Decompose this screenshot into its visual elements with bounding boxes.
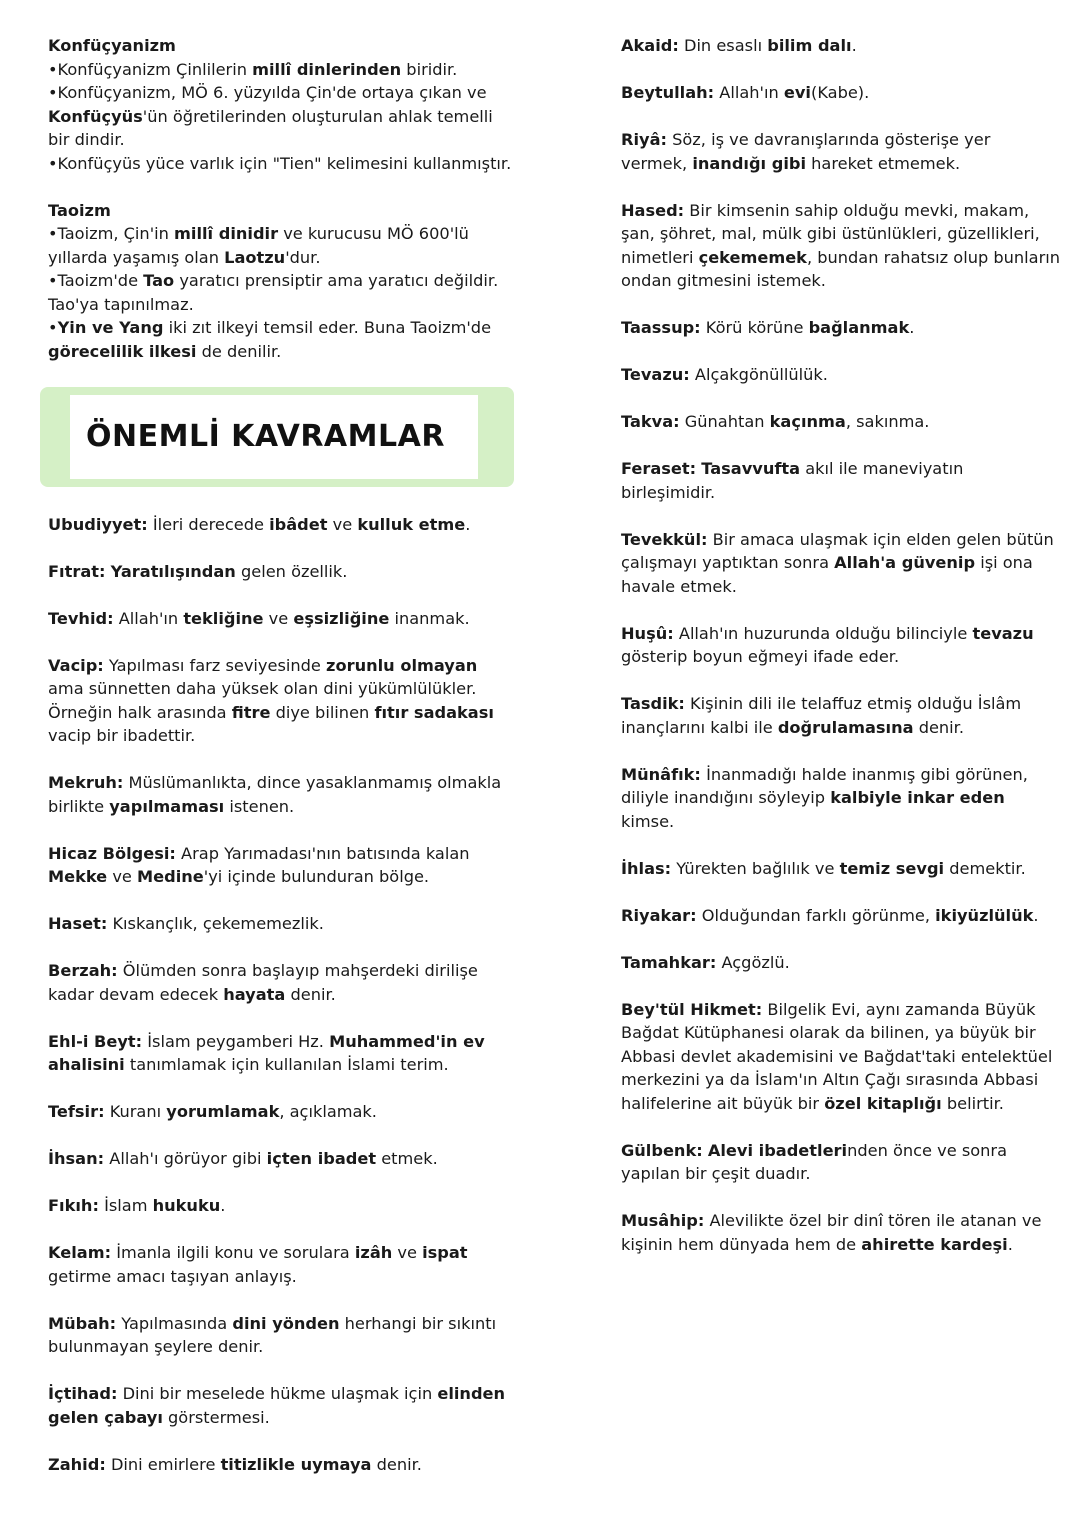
text: İleri derecede xyxy=(147,514,270,534)
term-berzah xyxy=(48,959,518,1006)
paragraph xyxy=(48,1147,518,1171)
bold-text: tekliğine xyxy=(183,608,264,628)
term-riyakar xyxy=(621,904,1061,928)
bold-text: Medine xyxy=(137,867,204,886)
text: görstermesi. xyxy=(162,1407,270,1427)
bold-text: Alevi ibadetleri xyxy=(707,1140,848,1160)
text: Kişinin dili ile telaffuz etmiş olduğu İslâm inançlarını kalbi ile xyxy=(621,694,1022,737)
text: gösterip boyun eğmeyi ifade eder. xyxy=(621,647,900,666)
text: biridir. xyxy=(401,59,458,79)
text: 'yi içinde bulunduran bölge. xyxy=(203,867,430,886)
term-tevhid xyxy=(48,607,518,631)
term-kelam xyxy=(48,1241,518,1288)
bold-text: zorunlu olmayan xyxy=(326,655,478,675)
text: denir. xyxy=(371,1454,422,1474)
text: ve xyxy=(327,514,358,534)
term-label: Ehl-i Beyt: xyxy=(48,1031,143,1051)
paragraph xyxy=(621,410,1061,434)
paragraph xyxy=(48,771,518,818)
text: 'dur. xyxy=(285,247,321,267)
bold-text: görecelilik ilkesi xyxy=(48,341,197,361)
bold-text: eşsizliğine xyxy=(293,608,390,628)
term-label: Tasdik: xyxy=(621,694,685,713)
text: nden önce ve sonra yapılan bir çeşit duadır. xyxy=(621,1140,1008,1183)
paragraph xyxy=(48,607,518,631)
text: , bundan rahatsız olup bunların ondan gitmesini istemek. xyxy=(621,247,1061,290)
term-fikih xyxy=(48,1194,518,1218)
paragraph xyxy=(621,763,1061,834)
paragraph xyxy=(48,912,518,936)
term-label: Fıtrat: xyxy=(48,561,106,581)
term-label: Mekruh: xyxy=(48,773,124,792)
term-ictihad xyxy=(48,1382,518,1429)
text: getirme amacı taşıyan anlayış. xyxy=(48,1266,297,1286)
term-tevazu xyxy=(621,363,1061,387)
text: (Kabe). xyxy=(811,83,870,102)
bold-text: Konfüçyüs xyxy=(48,106,143,126)
term-musahip xyxy=(621,1209,1061,1256)
paragraph xyxy=(621,363,1061,387)
bold-text: bilim dalı xyxy=(767,36,852,55)
text: tanımlamak için kullanılan İslami terim. xyxy=(124,1055,449,1074)
term-taassup xyxy=(621,316,1061,340)
term-gulbenk xyxy=(621,1139,1061,1186)
text: . xyxy=(220,1196,226,1215)
bold-text: ibâdet xyxy=(269,514,328,534)
text: yaratıcı prensiptir ama yaratıcı değildir. Tao'ya tapınılmaz. xyxy=(48,271,499,314)
text: diye bilinen xyxy=(270,702,375,722)
term-label: Kelam: xyxy=(48,1243,112,1262)
bold-text: içten ibadet xyxy=(266,1149,377,1168)
term-tevekkul xyxy=(621,528,1061,599)
text: Allah'ın xyxy=(714,83,784,102)
bold-text: kalbiyle inkar eden xyxy=(830,788,1005,807)
bold-text: Tasavvufta xyxy=(701,459,801,478)
paragraph xyxy=(621,998,1061,1116)
term-label: Haset: xyxy=(48,914,108,933)
paragraph xyxy=(48,1030,518,1077)
term-label: Feraset: xyxy=(621,459,697,478)
text: vacip bir ibadettir. xyxy=(48,726,196,745)
text: demektir. xyxy=(944,858,1026,878)
term-label: Münâfık: xyxy=(621,764,701,784)
term-label: Gülbenk: xyxy=(621,1140,703,1160)
bold-text: özel kitaplığı xyxy=(824,1093,942,1113)
text: Bir amaca ulaşmak için elden gelen bütün çalışmayı yaptıktan sonra xyxy=(621,529,1054,572)
bold-text: kaçınma xyxy=(769,412,846,431)
bold-text: Muhammed'in ev ahalisini xyxy=(48,1031,485,1074)
term-husu xyxy=(621,622,1061,669)
term-tefsir xyxy=(48,1100,518,1124)
text: ve kurucusu MÖ 600'lü yıllarda yaşamış olan xyxy=(48,224,469,267)
term-label: Riyakar: xyxy=(621,905,697,925)
paragraph xyxy=(48,1194,518,1218)
bold-text: Laotzu xyxy=(224,247,286,267)
term-tamahkar xyxy=(621,951,1061,975)
term-label: Vacip: xyxy=(48,655,104,675)
text: denir. xyxy=(285,984,336,1004)
text: Allah'ın xyxy=(113,608,184,628)
term-label: Tevekkül: xyxy=(621,529,708,549)
text: •Konfüçyanizm, MÖ 6. yüzyılda Çin'de ortaya çıkan ve xyxy=(48,83,487,102)
bold-text: ahirette kardeşi xyxy=(861,1234,1008,1254)
term-beytullah xyxy=(621,81,1061,105)
paragraph xyxy=(621,1209,1061,1256)
term-zahid xyxy=(48,1453,518,1477)
text: Arap Yarımadası'nın batısında kalan xyxy=(175,843,470,863)
paragraph xyxy=(621,81,1061,105)
term-vacip xyxy=(48,654,518,748)
paragraph xyxy=(48,654,518,748)
text: denir. xyxy=(913,717,964,737)
paragraph xyxy=(48,1312,518,1359)
text: Körü körüne xyxy=(700,318,809,337)
bold-text: kulluk etme xyxy=(357,514,466,534)
paragraph xyxy=(48,959,518,1006)
term-label: Tevazu: xyxy=(621,365,690,384)
term-hicaz xyxy=(48,842,518,889)
term-label: İçtihad: xyxy=(48,1384,118,1403)
bold-text: yorumlamak xyxy=(166,1102,280,1121)
term-label: Tevhid: xyxy=(48,608,114,628)
bold-text: Mekke xyxy=(48,867,108,886)
term-label: İhlas: xyxy=(621,858,672,878)
text: 'ün öğretilerinden oluşturulan ahlak temelli bir dindir. xyxy=(48,106,493,149)
term-mekruh xyxy=(48,771,518,818)
bold-text: millî dinlerinden xyxy=(252,59,402,79)
bold-text: izâh xyxy=(354,1243,393,1262)
term-label: Bey'tül Hikmet: xyxy=(621,999,763,1019)
term-label: Tamahkar: xyxy=(621,952,717,972)
paragraph xyxy=(621,622,1061,669)
bold-text: millî dinidir xyxy=(174,224,279,243)
bold-text: yapılmaması xyxy=(109,796,225,816)
paragraph xyxy=(48,513,518,537)
text: hareket etmemek. xyxy=(806,153,961,173)
bold-text: fıtır sadakası xyxy=(374,702,494,722)
paragraph xyxy=(48,1241,518,1288)
paragraph xyxy=(621,457,1061,504)
bold-text: Allah'a güvenip xyxy=(834,553,976,572)
bold-text: hayata xyxy=(223,984,286,1004)
paragraph xyxy=(48,316,518,363)
term-label: Hased: xyxy=(621,200,685,220)
term-tasdik xyxy=(621,692,1061,739)
term-label: Riyâ: xyxy=(621,130,667,149)
paragraph xyxy=(621,951,1061,975)
paragraph xyxy=(621,199,1061,293)
bold-text: bağlanmak xyxy=(808,318,910,337)
section-konfucyanizm xyxy=(48,34,518,175)
text: Dini emirlere xyxy=(105,1454,221,1474)
text: ve xyxy=(263,608,294,628)
term-label: Akaid: xyxy=(621,36,679,55)
text: Bilgelik Evi, aynı zamanda Büyük Bağdat Kütüphanesi olarak da bilinen, ya büyük bir Abbasi devlet akademisini ve Bağdat'taki entelektüel merkezini ya da İslam'ın Altın Çağı sırasında Abbasi halifelerine ait büyük bir xyxy=(621,999,1053,1113)
bold-text: temiz sevgi xyxy=(839,858,945,878)
text: . xyxy=(1033,905,1039,925)
text: Söz, iş ve davranışlarında gösterişe yer vermek, xyxy=(621,130,991,173)
text: •Taoizm, Çin'in xyxy=(48,224,175,243)
term-fitrat xyxy=(48,560,518,584)
banner-box xyxy=(70,395,478,479)
paragraph xyxy=(48,222,518,269)
section-title: Taoizm xyxy=(48,200,111,220)
text: Din esaslı xyxy=(678,36,768,55)
bold-text: inandığı gibi xyxy=(692,153,807,173)
term-label: İhsan: xyxy=(48,1149,105,1168)
term-munafik xyxy=(621,763,1061,834)
term-ehlibeyt xyxy=(48,1030,518,1077)
text: •Konfüçyanizm Çinlilerin xyxy=(48,59,253,79)
text: istenen. xyxy=(224,796,295,816)
paragraph xyxy=(621,34,1061,58)
text: Kuranı xyxy=(104,1102,167,1121)
bold-text: Yaratılışından xyxy=(110,561,236,581)
bold-text: ikiyüzlülük xyxy=(935,905,1034,925)
text: akıl ile maneviyatın birleşimidir. xyxy=(621,459,964,502)
text: İmanla ilgili konu ve sorulara xyxy=(111,1243,355,1262)
term-label: Berzah: xyxy=(48,961,118,980)
left-column xyxy=(48,34,518,1500)
text: Alçakgönüllülük. xyxy=(689,365,828,384)
term-ihsan xyxy=(48,1147,518,1171)
banner xyxy=(40,387,514,487)
term-ihlas xyxy=(621,857,1061,881)
term-label: Taassup: xyxy=(621,318,701,337)
section-title: Konfüçyanizm xyxy=(48,36,176,55)
paragraph xyxy=(621,1139,1061,1186)
term-label: Huşû: xyxy=(621,623,674,643)
bold-text: evi xyxy=(783,83,811,102)
text: İnanmadığı halde inanmış gibi görünen, diliyle inandığını söyleyip xyxy=(621,764,1028,807)
text: Ölümden sonra başlayıp mahşerdeki dirilişe kadar devam edecek xyxy=(48,961,478,1004)
paragraph xyxy=(621,692,1061,739)
paragraph xyxy=(621,128,1061,175)
term-label: Fıkıh: xyxy=(48,1196,99,1215)
text: de denilir. xyxy=(196,341,282,361)
text: ve xyxy=(107,867,138,886)
text: etmek. xyxy=(376,1149,438,1168)
text: Açgözlü. xyxy=(716,952,790,972)
term-hased xyxy=(621,199,1061,293)
term-label: Zahid: xyxy=(48,1454,106,1474)
term-label: Takva: xyxy=(621,412,680,431)
paragraph xyxy=(48,560,518,584)
text: iki zıt ilkeyi temsil eder. Buna Taoizm'de xyxy=(163,318,492,337)
text: herhangi bir sıkıntı bulunmayan şeylere denir. xyxy=(48,1313,497,1356)
term-riya xyxy=(621,128,1061,175)
text: Yürekten bağlılık ve xyxy=(671,858,840,878)
text: Yapılması farz seviyesinde xyxy=(103,655,327,675)
text: ama sünnetten daha yüksek olan dini yükümlülükler. Örneğin halk arasında xyxy=(48,679,477,722)
paragraph xyxy=(48,1382,518,1429)
paragraph xyxy=(621,528,1061,599)
text: Allah'ı görüyor gibi xyxy=(104,1149,267,1168)
text: Allah'ın huzurunda olduğu bilinciyle xyxy=(673,623,973,643)
section-taoizm xyxy=(48,199,518,364)
text: Dini bir meselede hükme ulaşmak için xyxy=(117,1384,438,1403)
text: . xyxy=(1007,1234,1013,1254)
term-label: Hicaz Bölgesi: xyxy=(48,843,176,863)
text: Alevilikte özel bir dinî tören ile atanan ve kişinin hem dünyada hem de xyxy=(621,1211,1042,1254)
term-mubah xyxy=(48,1312,518,1359)
text: . xyxy=(851,36,857,55)
bold-text: titizlikle uymaya xyxy=(220,1454,372,1474)
text: , sakınma. xyxy=(845,412,930,431)
text: belirtir. xyxy=(941,1093,1004,1113)
bold-text: hukuku xyxy=(152,1196,221,1215)
paragraph xyxy=(48,1453,518,1477)
bold-text: çekememek xyxy=(698,247,807,267)
banner-title: ÖNEMLİ KAVRAMLAR xyxy=(86,418,445,454)
bold-text: dini yönden xyxy=(232,1313,340,1333)
text: ve xyxy=(392,1243,423,1262)
text: inanmak. xyxy=(389,608,470,628)
right-column xyxy=(621,34,1061,1280)
text: . xyxy=(465,514,471,534)
text: gelen özellik. xyxy=(235,561,348,581)
text: İslam peygamberi Hz. xyxy=(142,1031,330,1051)
term-label: Beytullah: xyxy=(621,83,715,102)
paragraph xyxy=(48,269,518,316)
text: •Taoizm'de xyxy=(48,271,144,290)
term-takva xyxy=(621,410,1061,434)
term-label: Mübah: xyxy=(48,1313,117,1333)
paragraph xyxy=(48,81,518,152)
text: , açıklamak. xyxy=(279,1102,377,1121)
text: • xyxy=(48,318,58,337)
term-akaid xyxy=(621,34,1061,58)
bold-text: ispat xyxy=(422,1243,468,1262)
text: Müslümanlıkta, dince yasaklanmamış olmakla birlikte xyxy=(48,773,502,816)
bold-text: doğrulamasına xyxy=(777,717,914,737)
term-label: Tefsir: xyxy=(48,1102,105,1121)
text: Yapılmasında xyxy=(116,1313,233,1333)
text: Günahtan xyxy=(679,412,770,431)
paragraph xyxy=(621,857,1061,881)
paragraph xyxy=(48,842,518,889)
text: Olduğundan farklı görünme, xyxy=(696,905,936,925)
term-beytulhikmet xyxy=(621,998,1061,1116)
paragraph xyxy=(48,58,518,82)
text: . xyxy=(909,318,915,337)
text: işi ona havale etmek. xyxy=(621,553,1033,596)
paragraph xyxy=(621,316,1061,340)
paragraph xyxy=(621,904,1061,928)
text: kimse. xyxy=(621,811,675,831)
paragraph xyxy=(48,1100,518,1124)
term-label: Musâhip: xyxy=(621,1211,705,1230)
bold-text: tevazu xyxy=(972,623,1034,643)
bold-text: fitre xyxy=(231,702,271,722)
paragraph: •Konfüçyüs yüce varlık için "Tien" kelimesini kullanmıştır. xyxy=(48,153,512,173)
text: Kıskançlık, çekememezlik. xyxy=(107,914,324,933)
bold-text: Yin ve Yang xyxy=(57,318,164,337)
term-haset xyxy=(48,912,518,936)
term-feraset xyxy=(621,457,1061,504)
text: İslam xyxy=(98,1196,153,1215)
text: Bir kimsenin sahip olduğu mevki, makam, şan, şöhret, mal, mülk gibi üstünlükleri, güzellikleri, nimetleri xyxy=(621,200,1040,267)
bold-text: Tao xyxy=(143,271,175,290)
term-label: Ubudiyyet: xyxy=(48,514,148,534)
term-ubudiyyet xyxy=(48,513,518,537)
bold-text: elinden gelen çabayı xyxy=(48,1384,506,1427)
